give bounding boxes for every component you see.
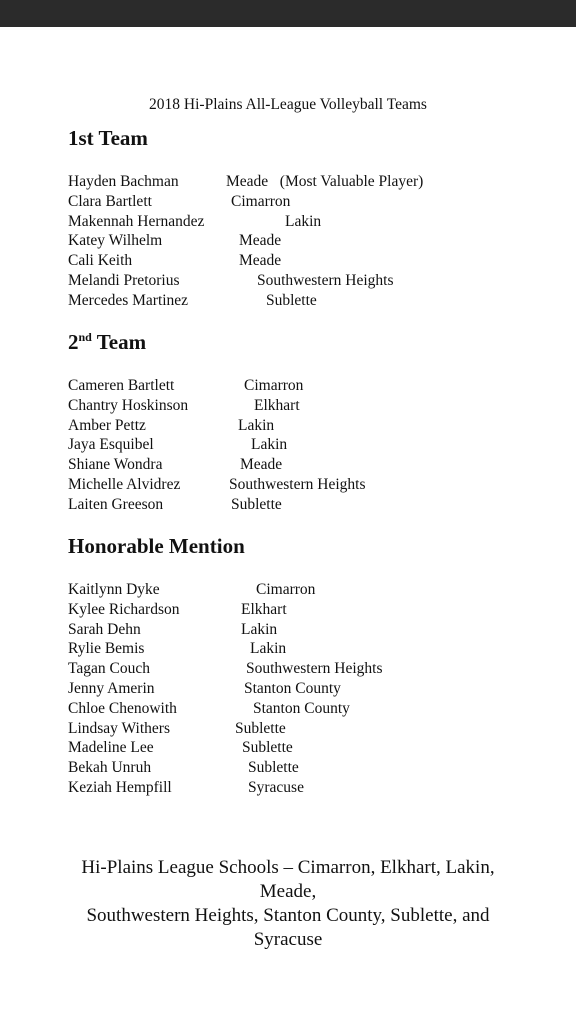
player-school: Lakin — [238, 416, 275, 434]
player-school: Stanton County — [244, 679, 341, 697]
player-school: Lakin — [241, 620, 278, 638]
player-name: Rylie Bemis — [68, 640, 145, 658]
player-name: Jaya Esquibel — [68, 436, 154, 454]
roster-row — [68, 639, 548, 659]
player-name: Melandi Pretorius — [68, 271, 180, 289]
player-name: Mercedes Martinez — [68, 291, 189, 309]
player-name: Jenny Amerin — [68, 679, 155, 697]
player-school: Meade — [239, 252, 282, 270]
player-school: Southwestern Heights — [246, 660, 383, 678]
roster-row — [68, 291, 548, 311]
player-name: Cameren Bartlett — [68, 377, 175, 394]
player-school: Southwestern Heights — [229, 475, 366, 493]
player-school: Cimarron — [231, 192, 291, 210]
roster-row — [68, 620, 548, 640]
player-name: Tagan Couch — [68, 660, 150, 678]
roster-row — [68, 778, 548, 798]
player-name: Amber Pettz — [68, 416, 146, 434]
player-name: Kylee Richardson — [68, 600, 180, 618]
player-school: Sublette — [266, 291, 317, 309]
player-name: Clara Bartlett — [68, 192, 152, 210]
roster-row — [68, 699, 548, 719]
league-schools-footer — [40, 856, 536, 952]
footer-line: Meade, — [259, 881, 317, 902]
second-team-heading: 2nd Team — [68, 330, 147, 354]
player-school: Sublette — [231, 495, 282, 513]
roster-row — [68, 580, 548, 600]
player-school: Cimarron — [256, 581, 316, 598]
top-status-bar — [0, 0, 576, 27]
first-team-roster — [68, 172, 548, 311]
player-school: Meade — [240, 456, 283, 474]
roster-row — [68, 376, 548, 396]
honorable-mention-roster — [68, 580, 548, 798]
player-name: Bekah Unruh — [68, 759, 152, 777]
roster-row — [68, 679, 548, 699]
roster-row — [68, 271, 548, 291]
roster-row — [68, 212, 548, 232]
player-name: Lindsay Withers — [68, 719, 170, 737]
player-name: Chantry Hoskinson — [68, 396, 189, 414]
player-name: Katey Wilhelm — [68, 232, 163, 250]
roster-row — [68, 719, 548, 739]
roster-row — [68, 495, 548, 515]
player-school: Lakin — [285, 212, 322, 230]
player-name: Makennah Hernandez — [68, 212, 205, 230]
honorable-mention-heading: Honorable Mention — [68, 534, 245, 558]
roster-row — [68, 172, 548, 192]
roster-row — [68, 192, 548, 212]
player-name: Keziah Hempfill — [68, 778, 172, 796]
roster-row — [68, 435, 548, 455]
player-school: Sublette — [235, 719, 286, 737]
player-school: Cimarron — [244, 377, 304, 394]
second-team-roster — [68, 376, 548, 515]
roster-row — [68, 251, 548, 271]
player-school: Stanton County — [253, 699, 350, 717]
player-name: Michelle Alvidrez — [68, 475, 181, 493]
footer-line: Syracuse — [253, 929, 323, 950]
player-name: Shiane Wondra — [68, 456, 163, 474]
player-school: Syracuse — [248, 778, 304, 796]
roster-row — [68, 231, 548, 251]
roster-row — [68, 416, 548, 436]
player-school: Lakin — [250, 640, 287, 658]
player-name: Laiten Greeson — [68, 495, 164, 513]
player-name: Cali Keith — [68, 252, 133, 270]
roster-row — [68, 396, 548, 416]
player-school: Meade — [239, 232, 282, 250]
first-team-heading: 1st Team — [68, 126, 148, 150]
roster-row — [68, 600, 548, 620]
document-title: 2018 Hi-Plains All-League Volleyball Teams — [149, 96, 427, 113]
player-name: Chloe Chenowith — [68, 699, 177, 717]
player-school: Meade (Most Valuable Player) — [226, 173, 424, 190]
player-school: Southwestern Heights — [257, 271, 394, 289]
roster-row — [68, 475, 548, 495]
roster-row — [68, 455, 548, 475]
roster-row — [68, 738, 548, 758]
player-school: Elkhart — [241, 600, 287, 618]
player-name: Sarah Dehn — [68, 620, 141, 638]
player-school: Lakin — [251, 436, 288, 454]
player-name: Madeline Lee — [68, 739, 154, 757]
roster-row — [68, 659, 548, 679]
player-name: Kaitlynn Dyke — [68, 581, 160, 598]
footer-line: Hi-Plains League Schools – Cimarron, Elkhart, Lakin, — [81, 857, 495, 878]
footer-line: Southwestern Heights, Stanton County, Sublette, and — [86, 905, 490, 926]
player-school: Sublette — [242, 739, 293, 757]
player-school: Elkhart — [254, 396, 300, 414]
roster-row — [68, 758, 548, 778]
player-name: Hayden Bachman — [68, 173, 179, 190]
player-school: Sublette — [248, 759, 299, 777]
